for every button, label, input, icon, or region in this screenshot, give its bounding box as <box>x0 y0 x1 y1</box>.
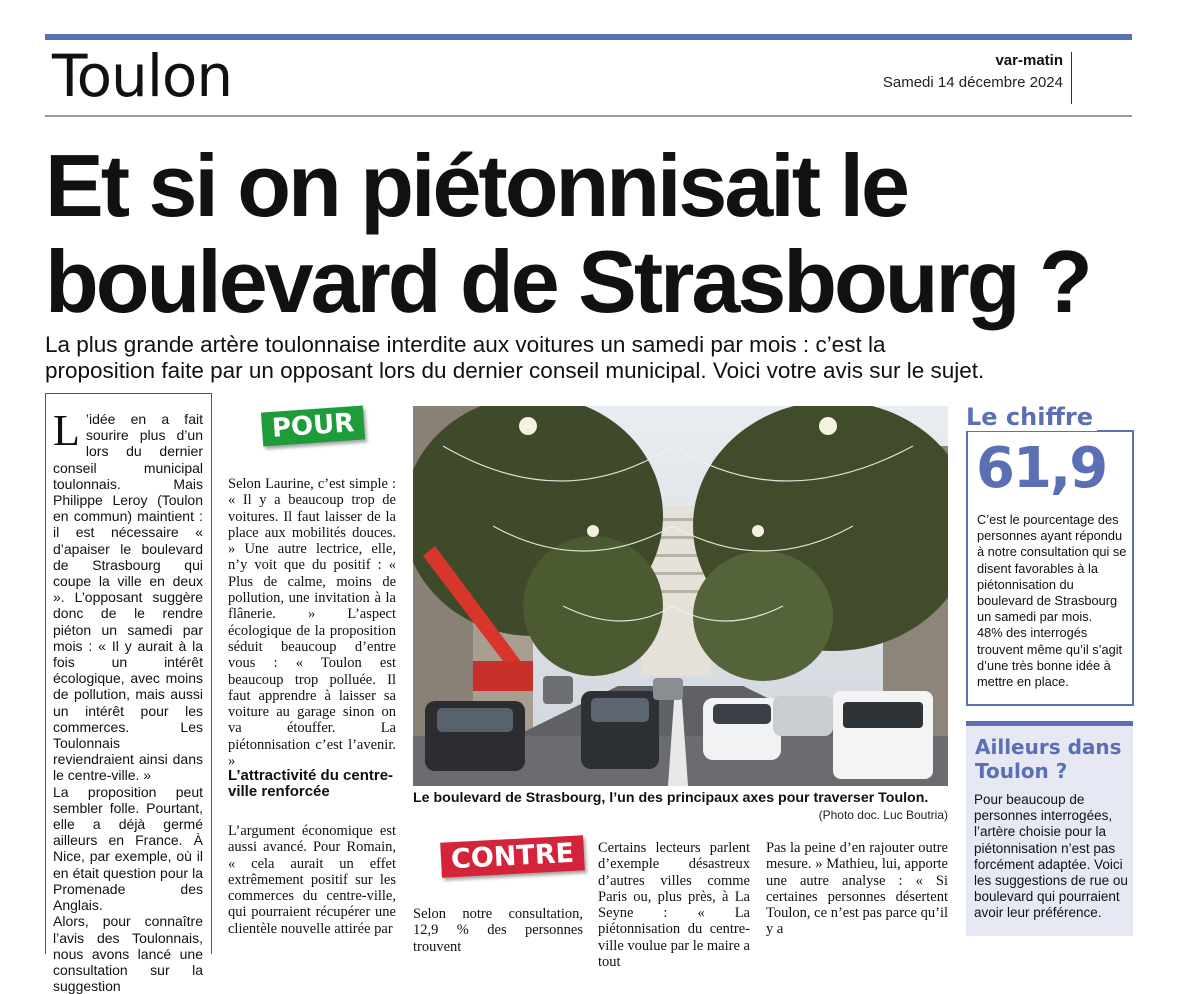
photo-credit: (Photo doc. Luc Boutria) <box>818 808 948 822</box>
chiffre-text-1: C’est le pourcentage des personnes ayant répondu à notre consultation qui se disent favorables à la piétonnisation du boulevard de Strasbourg un samedi par mois. <box>977 512 1127 625</box>
deck <box>45 332 1145 384</box>
intro-paragraph-2: La proposition peut sembler folle. Pourtant, elle a déjà germé ailleurs en France. À Nice, par exemple, où il en était question pour la Promenade des Anglais. <box>53 783 203 914</box>
header-divider <box>1071 52 1072 104</box>
subhead-text: L’argument économique est aussi avancé. Pour Romain, « cela aurait un effet extrêmement positif sur les commerces du centre-ville, qui pourraient récupérer une clientèle nouvelle attirée par <box>228 823 396 937</box>
ailleurs-text: Pour beaucoup de personnes interrogées, l’artère choisie pour la piétonnisation n’est pas forcément adaptée. Voici les suggestions de rue ou boulevard qui pourraient avoir leur préférence. <box>974 792 1128 921</box>
subhead: L’attractivité du centre-ville renforcée <box>228 767 394 800</box>
chiffre-title: Le chiffre <box>966 403 1097 431</box>
chiffre-value: 61,9 <box>976 436 1107 501</box>
pour-label: POUR <box>261 405 365 446</box>
contre-text-2: Certains lecteurs parlent d’exemple désastreux d’autres villes comme Paris ou, plus près, à La Seyne : « La piétonnisation du centre-ville voulue par le maire a tout <box>598 840 750 971</box>
intro-paragraph-3: Alors, pour connaître l’avis des Toulonnais, nous avons lancé une consultation sur la suggestion <box>53 913 203 994</box>
header-rule <box>45 115 1132 117</box>
contre-text-3: Pas la peine d’en rajouter outre mesure. » Mathieu, lui, apporte une autre analyse : « Si certaines personnes désertent Toulon, ce n’est pas parce qu’il y a <box>766 840 948 938</box>
publication-name: var-matin <box>995 52 1063 69</box>
headline-line-2: boulevard de Strasbourg ? <box>45 232 1090 331</box>
dropcap: L <box>53 406 80 455</box>
intro-paragraph-1 <box>53 406 203 784</box>
chiffre-text-2: 48% des interrogés trouvent même qu’il s’agit d’une très bonne idée à mettre en place. <box>977 625 1123 690</box>
deck-line-2: proposition faite par un opposant lors du dernier conseil municipal. Voici votre avis sur le sujet. <box>45 358 985 383</box>
publication-date: Samedi 14 décembre 2024 <box>882 74 1063 91</box>
chiffre-text <box>977 512 1127 690</box>
street-scene-image <box>413 406 948 786</box>
headline-line-1: Et si on piétonnisait le <box>45 136 907 235</box>
headline <box>45 138 1145 330</box>
deck-line-1: La plus grande artère toulonnaise interdite aux voitures un samedi par mois : c’est la <box>45 332 886 357</box>
intro-paragraph-1-text: ’idée en a fait sourire plus d’un lors du dernier conseil municipal toulonnais. Mais Philippe Leroy (Toulon en commun) maintient : il est nécessaire « d’apaiser le boulevard de Strasbourg qui coupe la ville en deux ». L’opposant suggère donc de le rendre piéton un samedi par mois : « Il y aurait à la fois un intérêt écologique, avec moins de pollution, mais aussi un intérêt pour les commerces. Les Toulonnais reviendraient ainsi dans le centre-ville. » <box>53 411 203 784</box>
intro-column <box>53 406 203 994</box>
ailleurs-title: Ailleurs dans Toulon ? <box>975 735 1122 783</box>
section-title: Toulon <box>52 42 233 110</box>
photo-caption: Le boulevard de Strasbourg, l’un des principaux axes pour traverser Toulon. <box>413 790 929 806</box>
boulevard-photo <box>413 406 948 786</box>
pour-text: Selon Laurine, c’est simple : « Il y a beaucoup trop de voitures. Il faut laisser de la place aux mobilités douces. » Une autre lectrice, elle, n’y voit que du positif : « Plus de calme, moins de pollution, une invitation à la flânerie. » L’aspect écologique de la proposition séduit beaucoup d’entre vous : « Toulon est beaucoup trop polluée. Il faut apprendre à laisser sa voiture au garage sinon on va étouffer. La piétonnisation c’est l’avenir. » <box>228 476 396 770</box>
contre-label: CONTRE <box>440 835 585 877</box>
contre-text-1: Selon notre consultation, 12,9 % des personnes trouvent <box>413 906 583 955</box>
